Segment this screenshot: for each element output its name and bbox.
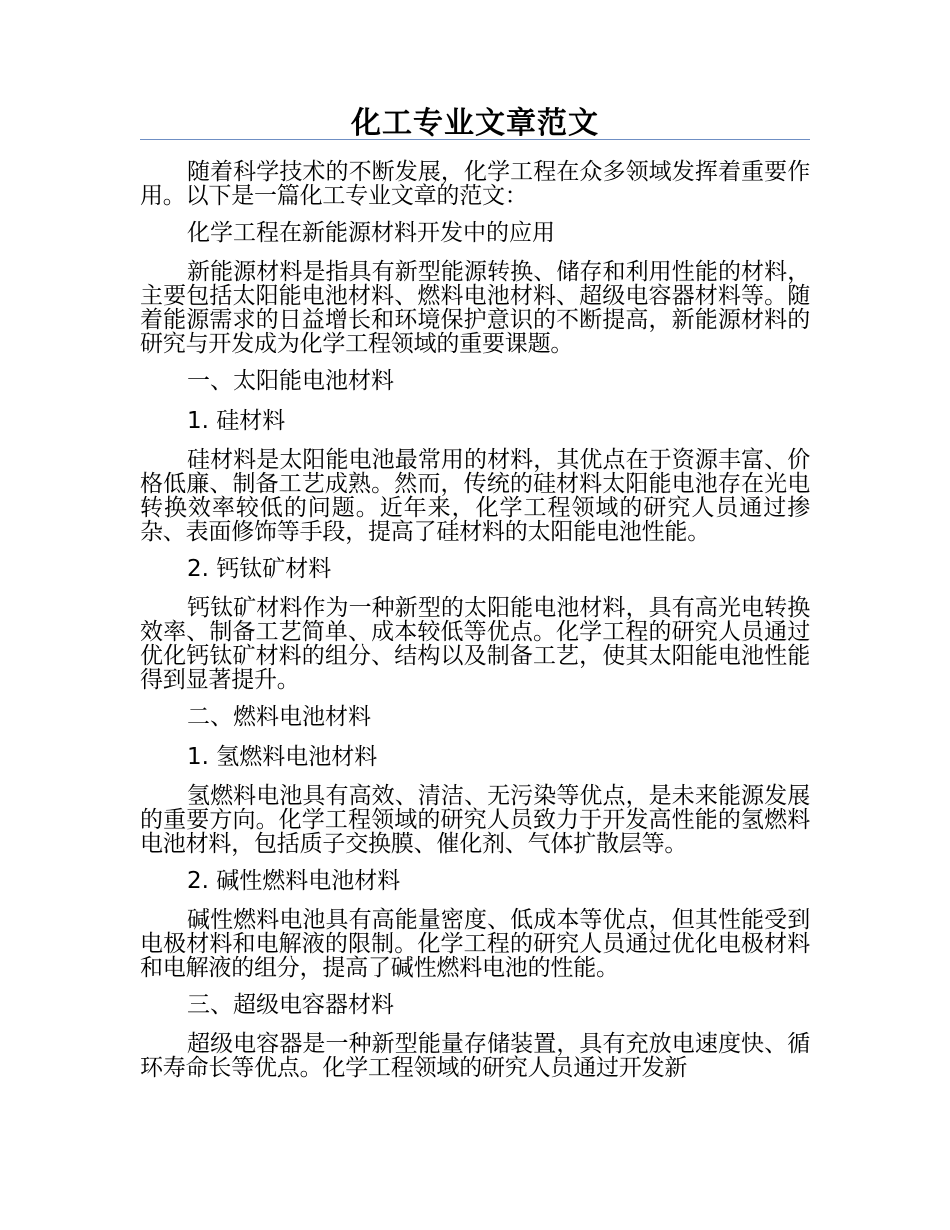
section-heading-fuel-cell: 二、燃料电池材料 <box>187 704 371 730</box>
paragraph-alkaline: 碱性燃料电池具有高能量密度、低成本等优点，但其性能受到电极材料和电解液的限制。化学工程的研究人员通过优化电极材料和电解液的组分，提高了碱性燃料电池的性能。 <box>140 907 810 981</box>
overview-paragraph: 新能源材料是指具有新型能源转换、储存和利用性能的材料，主要包括太阳能电池材料、燃料电池材料、超级电容器材料等。随着能源需求的日益增长和环境保护意识的不断提高，新能源材料的研究与开发成为化学工程领域的重要课题。 <box>140 259 810 357</box>
intro-paragraph: 随着科学技术的不断发展，化学工程在众多领域发挥着重要作用。以下是一篇化工专业文章的范文： <box>140 159 810 209</box>
subheading-perovskite: 2. 钙钛矿材料 <box>187 556 332 582</box>
paragraph-silicon: 硅材料是太阳能电池最常用的材料，其优点在于资源丰富、价格低廉、制备工艺成熟。然而，传统的硅材料太阳能电池存在光电转换效率较低的问题。近年来，化学工程领域的研究人员通过掺杂、表面修饰等手段，提高了硅材料的太阳能电池性能。 <box>140 447 810 545</box>
section-heading-solar: 一、太阳能电池材料 <box>187 368 394 394</box>
subheading-hydrogen: 1. 氢燃料电池材料 <box>187 744 378 770</box>
title-underline <box>140 139 810 140</box>
paragraph-perovskite: 钙钛矿材料作为一种新型的太阳能电池材料，具有高光电转换效率、制备工艺简单、成本较低等优点。化学工程的研究人员通过优化钙钛矿材料的组分、结构以及制备工艺，使其太阳能电池性能得到显著提升。 <box>140 595 810 693</box>
subheading-alkaline: 2. 碱性燃料电池材料 <box>187 868 401 894</box>
article-title: 化学工程在新能源材料开发中的应用 <box>187 220 555 246</box>
paragraph-supercapacitor: 超级电容器是一种新型能量存储装置，具有充放电速度快、循环寿命长等优点。化学工程领域的研究人员通过开发新 <box>140 1031 810 1081</box>
paragraph-hydrogen: 氢燃料电池具有高效、清洁、无污染等优点，是未来能源发展的重要方向。化学工程领域的研究人员致力于开发高性能的氢燃料电池材料，包括质子交换膜、催化剂、气体扩散层等。 <box>140 783 810 857</box>
document-title: 化工专业文章范文 <box>351 106 599 141</box>
document-body <box>140 160 810 1092</box>
section-heading-supercapacitor: 三、超级电容器材料 <box>187 992 394 1018</box>
subheading-silicon: 1. 硅材料 <box>187 408 286 434</box>
